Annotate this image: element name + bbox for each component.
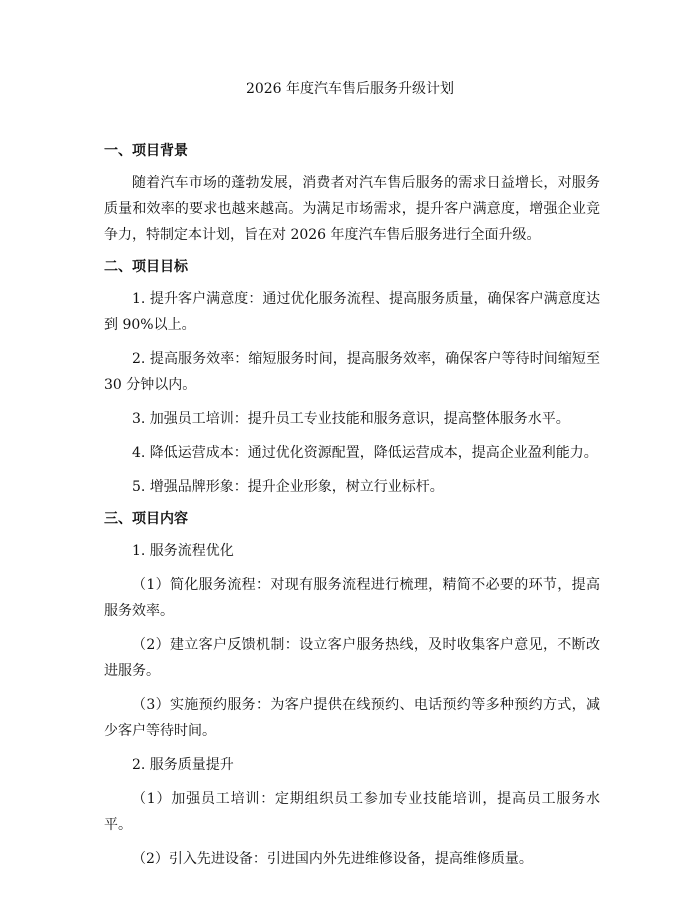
paragraph: 随着汽车市场的蓬勃发展，消费者对汽车售后服务的需求日益增长，对服务质量和效率的要求也越来越高。为满足市场需求，提升客户满意度，增强企业竞争力，特制定本计划，旨在对 2026 年度汽车售后服务进行全面升级。	[104, 175, 600, 243]
list-item: （3）实施预约服务：为客户提供在线预约、电话预约等多种预约方式，减少客户等待时间。	[104, 697, 600, 739]
section-heading: 一、项目背景	[104, 143, 188, 159]
list-item: （2）建立客户反馈机制：设立客户服务热线，及时收集客户意见，不断改进服务。	[104, 637, 600, 679]
list-item: （2）引入先进设备：引进国内外先进维修设备，提高维修质量。	[132, 851, 533, 867]
document-title: 2026 年度汽车售后服务升级计划	[245, 81, 455, 97]
document-body	[104, 140, 600, 880]
list-item: （1）加强员工培训：定期组织员工参加专业技能培训，提高员工服务水平。	[104, 791, 600, 833]
section-content	[104, 508, 600, 872]
subheading: 2. 服务质量提升	[132, 757, 234, 773]
list-item: 4. 降低运营成本：通过优化资源配置，降低运营成本，提高企业盈利能力。	[132, 445, 598, 461]
section-heading: 三、项目内容	[104, 511, 188, 527]
section-goals	[104, 256, 600, 500]
list-item: （1）简化服务流程：对现有服务流程进行梳理，精简不必要的环节，提高服务效率。	[104, 577, 600, 619]
list-item: 1. 提升客户满意度：通过优化服务流程、提高服务质量，确保客户满意度达到 90%以上。	[104, 291, 600, 333]
list-item: 5. 增强品牌形象：提升企业形象，树立行业标杆。	[132, 479, 444, 495]
section-heading: 二、项目目标	[104, 259, 188, 275]
list-item: 2. 提高服务效率：缩短服务时间，提高服务效率，确保客户等待时间缩短至 30 分钟以内。	[104, 351, 600, 393]
list-item: 3. 加强员工培训：提升员工专业技能和服务意识，提高整体服务水平。	[132, 411, 570, 427]
section-background	[104, 140, 600, 248]
subheading: 1. 服务流程优化	[132, 543, 234, 559]
